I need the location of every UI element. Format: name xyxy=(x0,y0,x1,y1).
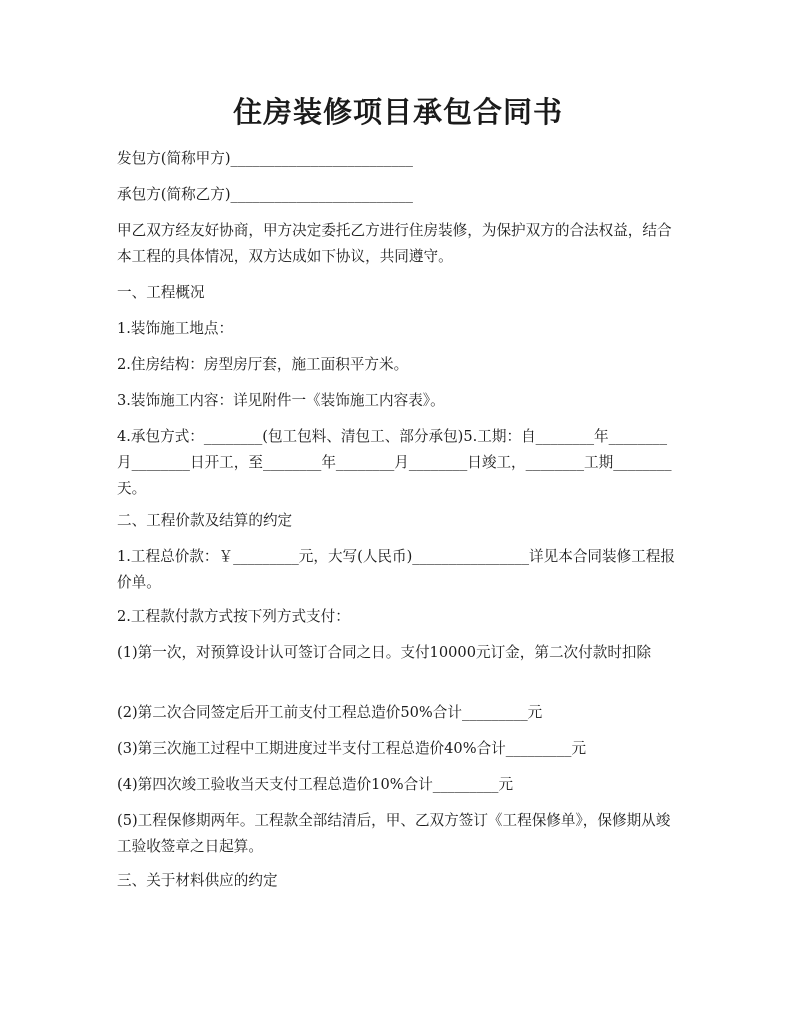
section-heading-3: 三、关于材料供应的约定 xyxy=(117,872,278,889)
payment-item-2: (2)第二次合同签定后开工前支付工程总造价50%合计_________元 xyxy=(117,704,543,721)
clause-2-2: 2.工程款付款方式按下列方式支付： xyxy=(117,608,350,625)
payment-item-5: (5)工程保修期两年。工程款全部结清后，甲、乙双方签订《工程保修单》，保修期从竣工验收签章之日起算。 xyxy=(117,812,671,855)
clause-1-2: 2.住房结构：房型房厅套，施工面积平方米。 xyxy=(117,356,409,373)
clause-2-1: 1.工程总价款：￥_________元，大写(人民币)________________详见本合同装修工程报价单。 xyxy=(117,548,675,591)
clause-1-1: 1.装饰施工地点： xyxy=(117,320,234,337)
preamble-paragraph: 甲乙双方经友好协商，甲方决定委托乙方进行住房装修，为保护双方的合法权益，结合本工程的具体情况，双方达成如下协议，共同遵守。 xyxy=(117,222,672,265)
section-heading-2: 二、工程价款及结算的约定 xyxy=(117,512,293,529)
clause-1-4: 4.承包方式：________(包工包料、清包工、部分承包)5.工期：自________年________月________日开工，至________年________月________日竣工，________工期________天。 xyxy=(117,428,672,497)
party-b-line: 承包方(简称乙方)_________________________ xyxy=(117,186,413,203)
payment-item-3: (3)第三次施工过程中工期进度过半支付工程总造价40%合计_________元 xyxy=(117,740,587,757)
document-title: 住房装修项目承包合同书 xyxy=(232,95,563,129)
payment-item-1: (1)第一次，对预算设计认可签订合同之日。支付10000元订金，第二次付款时扣除 xyxy=(117,644,652,661)
clause-1-3: 3.装饰施工内容：详见附件一《装饰施工内容表》。 xyxy=(117,392,445,409)
party-a-line: 发包方(简称甲方)_________________________ xyxy=(117,150,413,167)
payment-item-4: (4)第四次竣工验收当天支付工程总造价10%合计_________元 xyxy=(117,776,514,793)
section-heading-1: 一、工程概况 xyxy=(117,284,205,301)
